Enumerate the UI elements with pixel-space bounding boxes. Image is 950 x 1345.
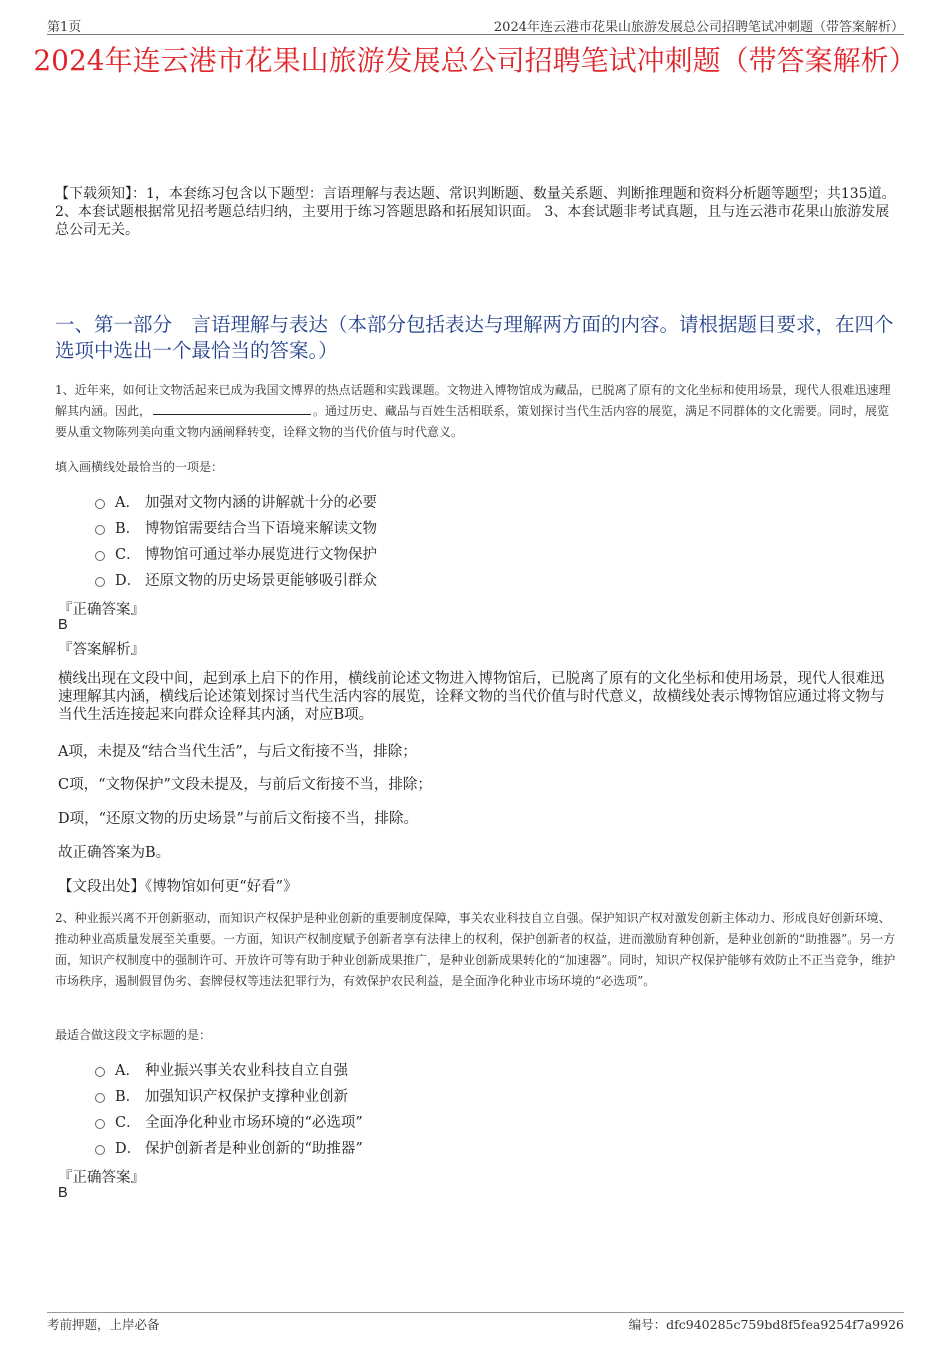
radio-icon[interactable] bbox=[95, 1119, 105, 1129]
option-text: 博物馆可通过举办展览进行文物保护 bbox=[145, 546, 377, 563]
question-1-options bbox=[95, 488, 377, 592]
download-notice: 【下载须知】：1，本套练习包含以下题型：言语理解与表达题、常识判断题、数量关系题、判断推理题和资料分析题等题型；共135道。 2、本套试题根据常见招考题总结归纳，主要用于练习答题思路和拓展知识面。 3、本套试题非考试真题，且与连云港市花果山旅游发展总公司无关。 bbox=[55, 186, 896, 238]
radio-icon[interactable] bbox=[95, 551, 105, 561]
footer-code: 编号：dfc940285c759bd8f5fea9254f7a9926 bbox=[628, 1317, 904, 1332]
analysis-note-a: A项，未提及“结合当代生活”，与后文衔接不当，排除； bbox=[58, 744, 417, 760]
option-b[interactable] bbox=[95, 514, 377, 540]
page-number: 第1页 bbox=[47, 20, 82, 35]
option-letter: A． bbox=[115, 494, 140, 511]
analysis-note-d: D项，“还原文物的历史场景”与前后文衔接不当，排除。 bbox=[58, 811, 418, 827]
question-2-options bbox=[95, 1056, 363, 1160]
answer-value: B bbox=[58, 617, 68, 633]
header-doc-title: 2024年连云港市花果山旅游发展总公司招聘笔试冲刺题（带答案解析） bbox=[493, 20, 904, 35]
radio-icon[interactable] bbox=[95, 1067, 105, 1077]
section-heading: 一、第一部分 言语理解与表达（本部分包括表达与理解两方面的内容。请根据题目要求，在四个选项中选出一个最恰当的答案。） bbox=[55, 313, 894, 362]
question-1-prompt: 填入画横线处最恰当的一项是： bbox=[55, 460, 224, 474]
option-a[interactable] bbox=[95, 488, 377, 514]
option-letter: B． bbox=[115, 1088, 141, 1105]
footer-slogan: 考前押题，上岸必备 bbox=[47, 1317, 160, 1332]
question-1-text bbox=[55, 380, 900, 443]
option-a[interactable] bbox=[95, 1056, 363, 1082]
option-c[interactable] bbox=[95, 1108, 363, 1134]
answer-label: 『正确答案』 bbox=[58, 1170, 145, 1186]
analysis-label: 『答案解析』 bbox=[58, 642, 145, 658]
fill-blank-line bbox=[153, 404, 311, 415]
radio-icon[interactable] bbox=[95, 577, 105, 587]
radio-icon[interactable] bbox=[95, 1145, 105, 1155]
option-letter: D． bbox=[115, 1140, 142, 1157]
option-letter: C． bbox=[115, 1114, 141, 1131]
document-title: 2024年连云港市花果山旅游发展总公司招聘笔试冲刺题（带答案解析） bbox=[33, 44, 917, 77]
question-2-text: 2、种业振兴离不开创新驱动，而知识产权保护是种业创新的重要制度保障，事关农业科技自立自强。保护知识产权对激发创新主体动力、形成良好创新环境、推动种业高质量发展至关重要。一方面，知识产权制度赋予创新者享有法律上的权利，保护创新者的权益，进而激励育种创新，是种业创新的“助推器”。另一方面，知识产权制度中的强制许可、开放许可等有助于种业创新成果推广，是种业创新成果转化的“加速器”。同时，知识产权保护能够有效防止不正当竞争，维护市场秩序，遏制假冒伪劣、套牌侵权等违法犯罪行为，有效保护农民利益，是全面净化种业市场环境的“必选项”。 bbox=[55, 911, 896, 988]
option-text: 还原文物的历史场景更能够吸引群众 bbox=[145, 572, 377, 589]
question-2-prompt: 最适合做这段文字标题的是： bbox=[55, 1028, 212, 1042]
answer-value: B bbox=[58, 1185, 68, 1201]
option-text: 全面净化种业市场环境的“必选项” bbox=[145, 1114, 363, 1131]
analysis-note-c: C项，“文物保护”文段未提及，与前后文衔接不当，排除； bbox=[58, 777, 432, 793]
page-header bbox=[47, 14, 904, 35]
question-1-text-before: 1、近年来，如何让文物活起来已成为我国文博界的热点话题和实践课题。文物进入博物馆成为藏品，已脱离了原有的文化坐标和使用场景，现代人很难迅速理解其内涵。因此， bbox=[55, 383, 891, 418]
analysis-text: 横线出现在文段中间，起到承上启下的作用，横线前论述文物进入博物馆后，已脱离了原有的文化坐标和使用场景，现代人很难迅速理解其内涵，横线后论述策划探讨当代生活内容的展览，诠释文物的当代价值与时代意义，故横线处表示博物馆应通过将文物与当代生活连接起来向群众诠释其内涵，对应B项。 bbox=[58, 671, 885, 723]
analysis-conclusion: 故正确答案为B。 bbox=[58, 845, 171, 861]
source-citation: 【文段出处】《博物馆如何更“好看”》 bbox=[58, 879, 298, 895]
radio-icon[interactable] bbox=[95, 1093, 105, 1103]
option-text: 种业振兴事关农业科技自立自强 bbox=[145, 1062, 348, 1079]
radio-icon[interactable] bbox=[95, 525, 105, 535]
option-letter: C． bbox=[115, 546, 141, 563]
page-footer bbox=[47, 1312, 904, 1333]
option-d[interactable] bbox=[95, 566, 377, 592]
option-text: 保护创新者是种业创新的“助推器” bbox=[145, 1140, 363, 1157]
option-text: 加强对文物内涵的讲解就十分的必要 bbox=[145, 494, 377, 511]
option-c[interactable] bbox=[95, 540, 377, 566]
option-letter: B． bbox=[115, 520, 141, 537]
answer-label: 『正确答案』 bbox=[58, 602, 145, 618]
radio-icon[interactable] bbox=[95, 499, 105, 509]
option-text: 加强知识产权保护支撑种业创新 bbox=[145, 1088, 348, 1105]
option-text: 博物馆需要结合当下语境来解读文物 bbox=[145, 520, 377, 537]
option-letter: A． bbox=[115, 1062, 140, 1079]
option-d[interactable] bbox=[95, 1134, 363, 1160]
question-1-text-after: 。通过历史、藏品与百姓生活相联系，策划探讨当代生活内容的展览，满足不同群体的文化需要。同时，展览要从重文物陈列美向重文物内涵阐释转变，诠释文物的当代价值与时代意义。 bbox=[55, 404, 890, 439]
option-b[interactable] bbox=[95, 1082, 363, 1108]
option-letter: D． bbox=[115, 572, 142, 589]
